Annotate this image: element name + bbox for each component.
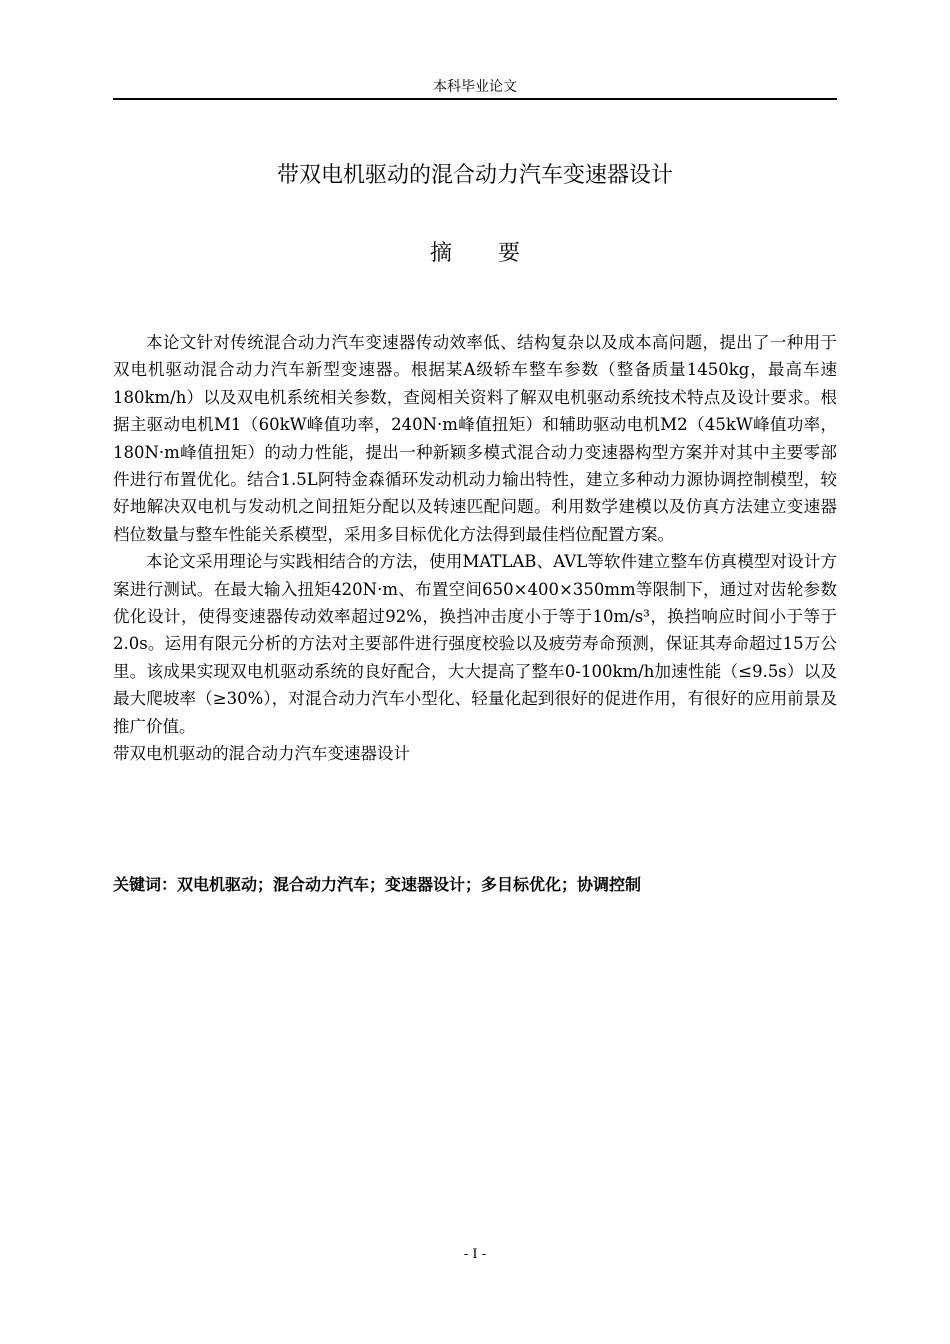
abstract-paragraph-2: 本论文采用理论与实践相结合的方法，使用MATLAB、AVL等软件建立整车仿真模型对设计方案进行测试。在最大输入扭矩420N·m、布置空间650×400×350mm等限制下，通过对齿轮参数优化设计，使得变速器传动效率超过92%，换挡冲击度小于等于10m/s³，换挡响应时间小于等于2.0s。运用有限元分析的方法对主要部件进行强度校验以及疲劳寿命预测，保证其寿命超过15万公里。该成果实现双电机驱动系统的良好配合，大大提高了整车0-100km/h加速性能（≤9.5s）以及最大爬坡率（≥30%），对混合动力汽车小型化、轻量化起到很好的促进作用，有很好的应用前景及推广价值。 [113, 552, 837, 736]
running-header: 本科毕业论文 [433, 79, 517, 95]
header-rule [113, 98, 837, 100]
abstract-paragraph-1: 本论文针对传统混合动力汽车变速器传动效率低、结构复杂以及成本高问题，提出了一种用于双电机驱动混合动力汽车新型变速器。根据某A级轿车整车参数（整备质量1450kg，最高车速180km/h）以及双电机系统相关参数，查阅相关资料了解双电机驱动系统技术特点及设计要求。根据主驱动电机M1（60kW峰值功率，240N·m峰值扭矩）和辅助驱动电机M2（45kW峰值功率，180N·m峰值扭矩）的动力性能，提出一种新颖多模式混合动力变速器构型方案并对其中主要零部件进行布置优化。结合1.5L阿特金森循环发动机动力输出特性，建立多种动力源协调控制模型，较好地解决双电机与发动机之间扭矩分配以及转速匹配问题。利用数学建模以及仿真方法建立变速器档位数量与整车性能关系模型，采用多目标优化方法得到最佳档位配置方案。 [113, 333, 837, 544]
page-number: - I - [463, 1247, 487, 1262]
paper-title: 带双电机驱动的混合动力汽车变速器设计 [276, 163, 673, 188]
abstract-body [113, 329, 837, 768]
abstract-heading: 摘要 [429, 241, 566, 266]
abstract-trailing-line: 带双电机驱动的混合动力汽车变速器设计 [113, 744, 410, 764]
keywords-line: 关键词：双电机驱动；混合动力汽车；变速器设计；多目标优化；协调控制 [113, 875, 642, 894]
